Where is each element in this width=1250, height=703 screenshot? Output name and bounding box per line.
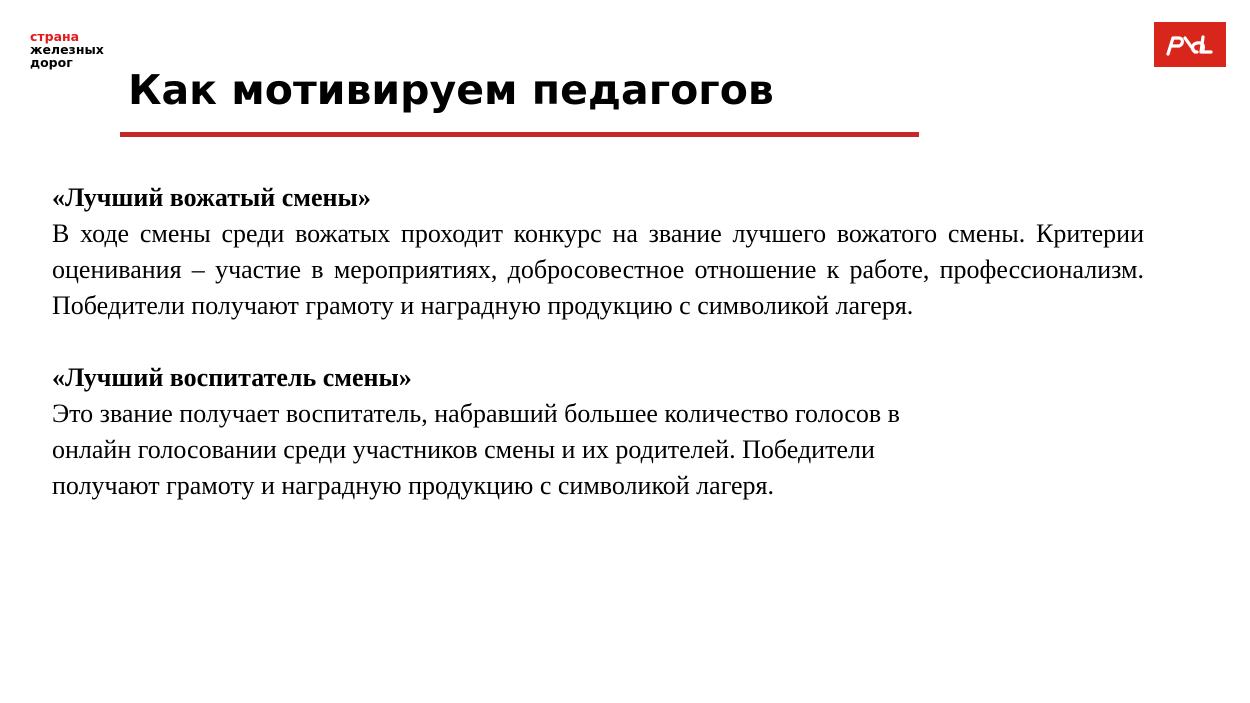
page-title: Как мотивируем педагогов <box>128 66 774 114</box>
rzd-logo-icon <box>1154 22 1226 67</box>
brand-line-1: страна <box>30 29 80 44</box>
title-underline <box>120 132 919 137</box>
section-spacer <box>52 324 1144 360</box>
brand-wordmark <box>30 30 104 69</box>
brand-line-2: железных <box>30 42 104 57</box>
section-text-best-educator-line-1: Это звание получает воспитатель, набравший большее количество голосов в <box>52 399 900 428</box>
content <box>52 180 1144 504</box>
brand-line-3: дорог <box>30 55 73 70</box>
section-text-best-educator-line-3: получают грамоту и наградную продукцию с символикой лагеря. <box>52 471 775 500</box>
section-text-best-educator-line-2: онлайн голосовании среди участников смены и их родителей. Победители <box>52 435 875 464</box>
section-heading-best-counselor: «Лучший вожатый смены» <box>52 183 371 212</box>
rzd-logo-mark <box>1163 32 1217 58</box>
section-text-best-counselor: В ходе смены среди вожатых проходит конкурс на звание лучшего вожатого смены. Критерии оценивания – участие в мероприятиях, добросовестное отношение к работе, профессионализм. Победители получают грамоту и наградную продукцию с символикой лагеря. <box>52 219 1144 320</box>
section-heading-best-educator: «Лучший воспитатель смены» <box>52 363 412 392</box>
